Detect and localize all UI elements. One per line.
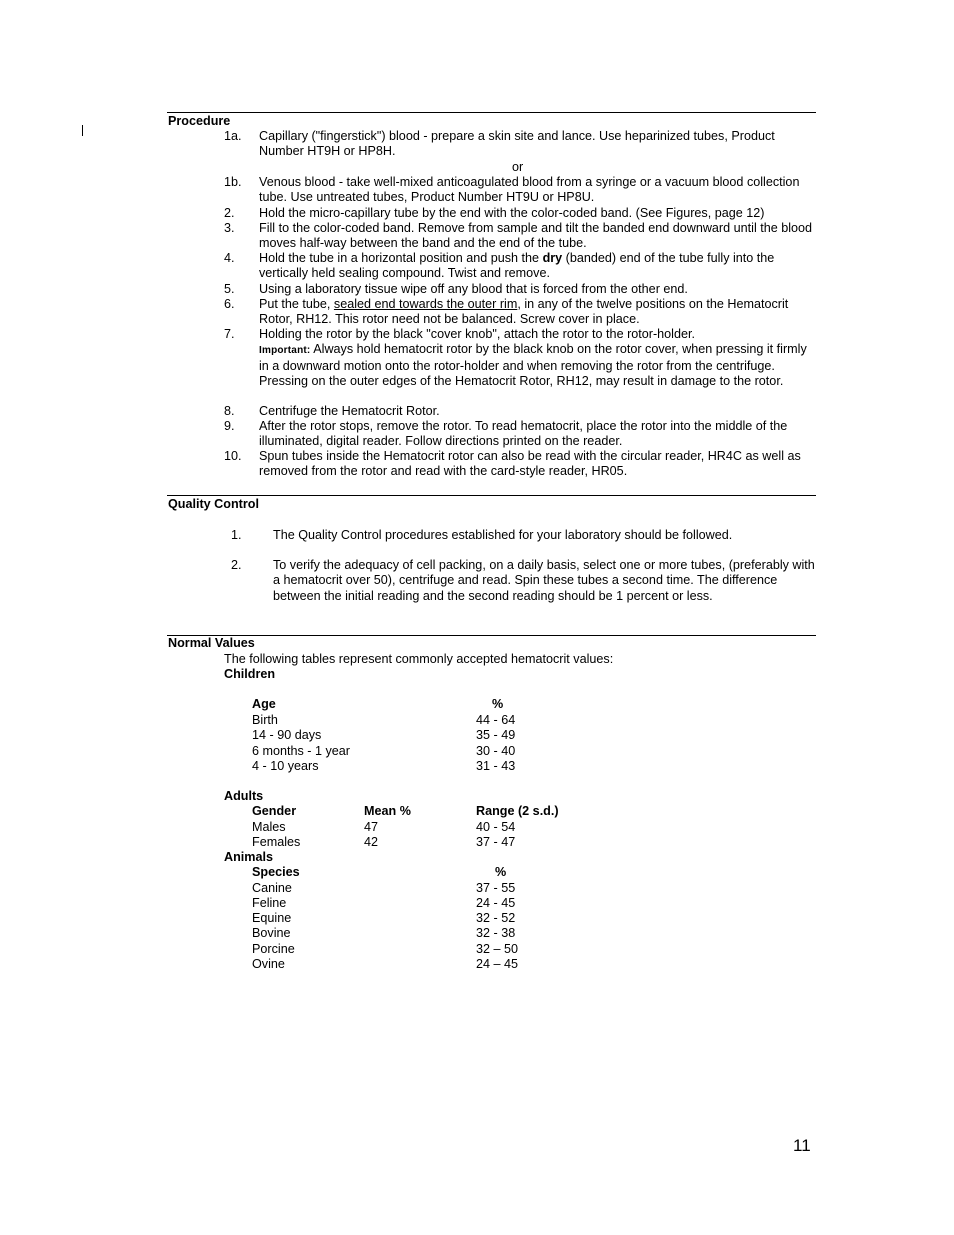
item-text	[259, 297, 816, 328]
animals-row-label: Porcine	[252, 942, 295, 956]
adults-row-mean: 42	[364, 835, 379, 849]
procedure-item-1b	[224, 175, 816, 206]
item-number: 6.	[224, 297, 235, 311]
adults-row-label: Males	[252, 820, 286, 834]
animals-row-value: 32 - 52	[476, 911, 516, 925]
animals-col-species: Species	[252, 865, 300, 879]
item-text-end: , in any of the twelve positions on the Hematocrit Rotor, RH12. This rotor need not be balanced. Screw cover in place.	[259, 297, 789, 327]
children-col-percent: %	[492, 697, 504, 711]
children-row-label: Birth	[252, 713, 278, 727]
underlined-phrase: sealed end towards the outer rim	[333, 297, 518, 311]
item-text: Hold the micro-capillary tube by the end with the color-coded band. (See Figures, page 12)	[259, 206, 765, 220]
animals-row-label: Feline	[252, 896, 287, 910]
item-text: Using a laboratory tissue wipe off any blood that is forced from the other end.	[259, 282, 688, 296]
page-number: 11	[793, 1136, 811, 1155]
item-text	[259, 251, 816, 282]
adults-row-label: Females	[252, 835, 301, 849]
children-heading: Children	[224, 667, 276, 681]
procedure-rule	[167, 112, 816, 113]
animals-col-percent: %	[495, 865, 507, 879]
animals-row-label: Equine	[252, 911, 292, 925]
item-text: Venous blood - take well-mixed anticoagulated blood from a syringe or a vacuum blood collection tube. Use untreated tubes, Product Number HT9U or HP8U.	[259, 175, 800, 205]
children-row-value: 30 - 40	[476, 744, 516, 758]
animals-row-value: 24 – 45	[476, 957, 519, 971]
revision-mark	[82, 125, 83, 136]
procedure-item-9	[224, 419, 816, 450]
item-text: Holding the rotor by the black "cover knob", attach the rotor to the rotor-holder.	[259, 327, 695, 341]
animals-heading: Animals	[224, 850, 273, 864]
procedure-item-5	[224, 282, 816, 297]
item-text: Fill to the color-coded band. Remove from sample and tilt the banded end downward until the blood moves half-way between the band and the end of the tube.	[259, 221, 813, 251]
children-row-label: 4 - 10 years	[252, 759, 319, 773]
item-text: To verify the adequacy of cell packing, on a daily basis, select one or more tubes, (preferably with a hematocrit over 50), centrifuge and read. Spin these tubes a second time. The difference between the initial reading and the second reading should be 1 percent or less.	[273, 558, 815, 603]
item-number: 8.	[224, 404, 235, 418]
animals-row-value: 37 - 55	[476, 881, 516, 895]
item-text: Spun tubes inside the Hematocrit rotor can also be read with the circular reader, HR4C as well as removed from the rotor and read with the card-style reader, HR05.	[259, 449, 801, 479]
important-label: Important:	[259, 345, 311, 357]
item-number: 5.	[224, 282, 235, 296]
item-number: 4.	[224, 251, 235, 265]
procedure-item-4	[224, 251, 816, 282]
item-text: Centrifuge the Hematocrit Rotor.	[259, 404, 440, 418]
procedure-item-6	[224, 297, 816, 328]
procedure-item-1a	[224, 129, 816, 160]
item-number: 1.	[231, 528, 242, 542]
children-row-label: 6 months - 1 year	[252, 744, 350, 758]
children-row-value: 44 - 64	[476, 713, 516, 727]
quality-control-rule	[167, 495, 816, 496]
normal-values-title: Normal Values	[168, 636, 255, 650]
item-text: After the rotor stops, remove the rotor. To read hematocrit, place the rotor into the middle of the illuminated, digital reader. Follow directions printed on the reader.	[259, 419, 788, 449]
adults-row-range: 37 - 47	[476, 835, 516, 849]
procedure-item-3	[224, 221, 816, 252]
item-text: Capillary ("fingerstick") blood - prepare a skin site and lance. Use heparinized tubes, Product Number HT9H or HP8H.	[259, 129, 775, 159]
animals-row-value: 32 - 38	[476, 926, 516, 940]
children-row-label: 14 - 90 days	[252, 728, 322, 742]
dry-emphasis: dry	[542, 251, 563, 265]
adults-col-mean: Mean %	[364, 804, 411, 818]
procedure-item-8	[224, 404, 816, 419]
procedure-title: Procedure	[168, 114, 231, 128]
animals-row-label: Canine	[252, 881, 292, 895]
item-number: 1a.	[224, 129, 242, 143]
children-col-age: Age	[252, 697, 276, 711]
important-text: Always hold hematocrit rotor by the black knob on the rotor cover, when pressing it firmly in a downward motion onto the rotor-holder and when removing the rotor from the centrifuge. Pressing on the outer edges of the Hematocrit Rotor, RH12, may result in damage to the rotor.	[259, 342, 807, 388]
animals-row-value: 24 - 45	[476, 896, 516, 910]
important-note	[259, 342, 816, 389]
procedure-item-10	[224, 449, 816, 480]
item-text-start: Hold the tube in a horizontal position and push the	[259, 251, 543, 265]
item-number: 1b.	[224, 175, 242, 189]
children-row-value: 35 - 49	[476, 728, 516, 742]
animals-row-value: 32 – 50	[476, 942, 519, 956]
children-row-value: 31 - 43	[476, 759, 516, 773]
quality-control-title: Quality Control	[168, 497, 259, 511]
item-number: 7.	[224, 327, 235, 341]
procedure-item-7	[224, 327, 816, 389]
qc-item-2	[231, 558, 816, 604]
normal-values-intro: The following tables represent commonly accepted hematocrit values:	[224, 652, 614, 666]
or-separator: or	[512, 160, 524, 174]
normal-values-rule	[167, 635, 816, 636]
item-number: 3.	[224, 221, 235, 235]
procedure-item-2	[224, 206, 816, 221]
item-text-end: (banded) end of the tube fully into the vertically held sealing compound. Twist and remove.	[259, 251, 775, 281]
item-number: 2.	[224, 206, 235, 220]
item-text: The Quality Control procedures established for your laboratory should be followed.	[273, 528, 733, 542]
item-text-start: Put the tube,	[259, 297, 334, 311]
adults-row-mean: 47	[364, 820, 379, 834]
item-number: 10.	[224, 449, 242, 463]
item-number: 9.	[224, 419, 235, 433]
animals-row-label: Ovine	[252, 957, 285, 971]
adults-col-gender: Gender	[252, 804, 297, 818]
adults-heading: Adults	[224, 789, 264, 803]
qc-item-1	[231, 528, 816, 543]
item-number: 2.	[231, 558, 242, 572]
adults-col-range: Range (2 s.d.)	[476, 804, 559, 818]
animals-row-label: Bovine	[252, 926, 291, 940]
adults-row-range: 40 - 54	[476, 820, 516, 834]
